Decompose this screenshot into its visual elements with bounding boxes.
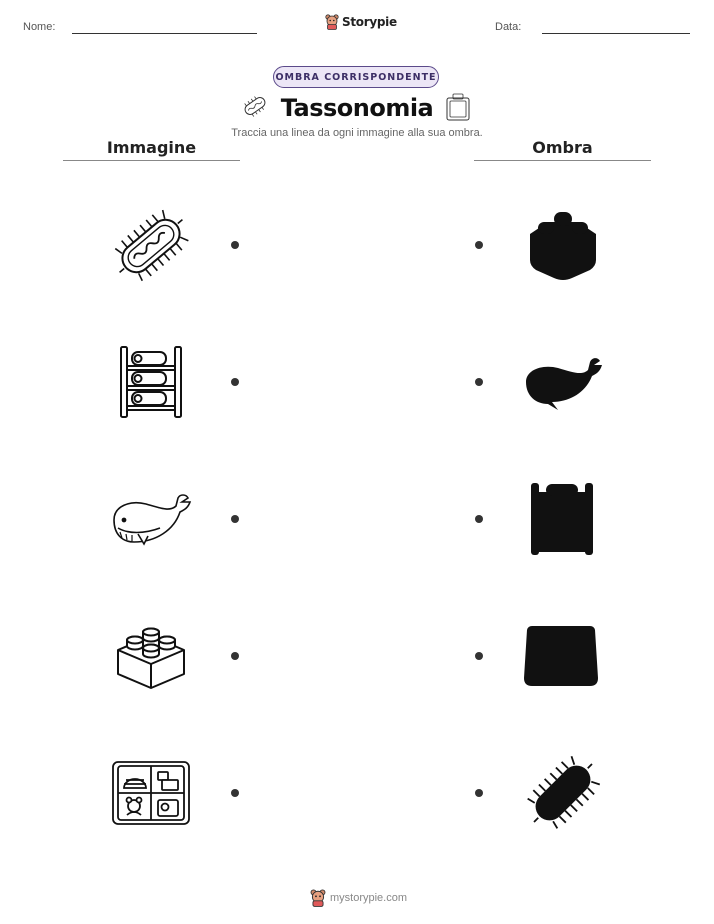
- lego-brick-shadow-icon: [524, 208, 602, 282]
- footer: [310, 889, 407, 907]
- right-match-point[interactable]: [475, 652, 483, 660]
- bookshelf-icon: [116, 344, 186, 420]
- activity-badge: OMBRA CORRISPONDENTE: [273, 66, 439, 88]
- right-match-point[interactable]: [475, 789, 483, 797]
- date-field[interactable]: [542, 33, 690, 34]
- whale-shadow-icon: [520, 352, 604, 412]
- bear-mascot-icon: [310, 889, 326, 907]
- left-match-point[interactable]: [231, 789, 239, 797]
- column-header-shadow: Ombra: [532, 138, 593, 157]
- left-match-point[interactable]: [231, 652, 239, 660]
- brand-logo: [325, 14, 397, 30]
- date-label: Data:: [495, 21, 522, 33]
- name-label: Nome:: [23, 21, 56, 33]
- bacterium-shadow-icon: [522, 752, 604, 834]
- column-divider-right: [474, 160, 651, 161]
- right-match-point[interactable]: [475, 241, 483, 249]
- instructions: Traccia una linea da ogni immagine alla sua ombra.: [231, 127, 483, 139]
- bookshelf-shadow-icon: [528, 480, 596, 558]
- toy-box-icon: [110, 758, 192, 828]
- page-title: Tassonomia: [280, 94, 434, 122]
- right-match-point[interactable]: [475, 515, 483, 523]
- right-match-point[interactable]: [475, 378, 483, 386]
- left-match-point[interactable]: [231, 378, 239, 386]
- title-toy-box-icon: [444, 92, 472, 122]
- lego-brick-icon: [112, 620, 190, 692]
- left-match-point[interactable]: [231, 241, 239, 249]
- whale-icon: [110, 490, 192, 548]
- name-field[interactable]: [72, 33, 257, 34]
- brand-name: Storypie: [342, 15, 397, 29]
- bear-mascot-icon: [325, 14, 339, 30]
- column-header-image: Immagine: [106, 138, 197, 157]
- footer-url[interactable]: mystorypie.com: [330, 892, 408, 904]
- toy-box-shadow-icon: [522, 622, 600, 690]
- bacterium-icon: [110, 205, 192, 287]
- column-divider-left: [63, 160, 240, 161]
- left-match-point[interactable]: [231, 515, 239, 523]
